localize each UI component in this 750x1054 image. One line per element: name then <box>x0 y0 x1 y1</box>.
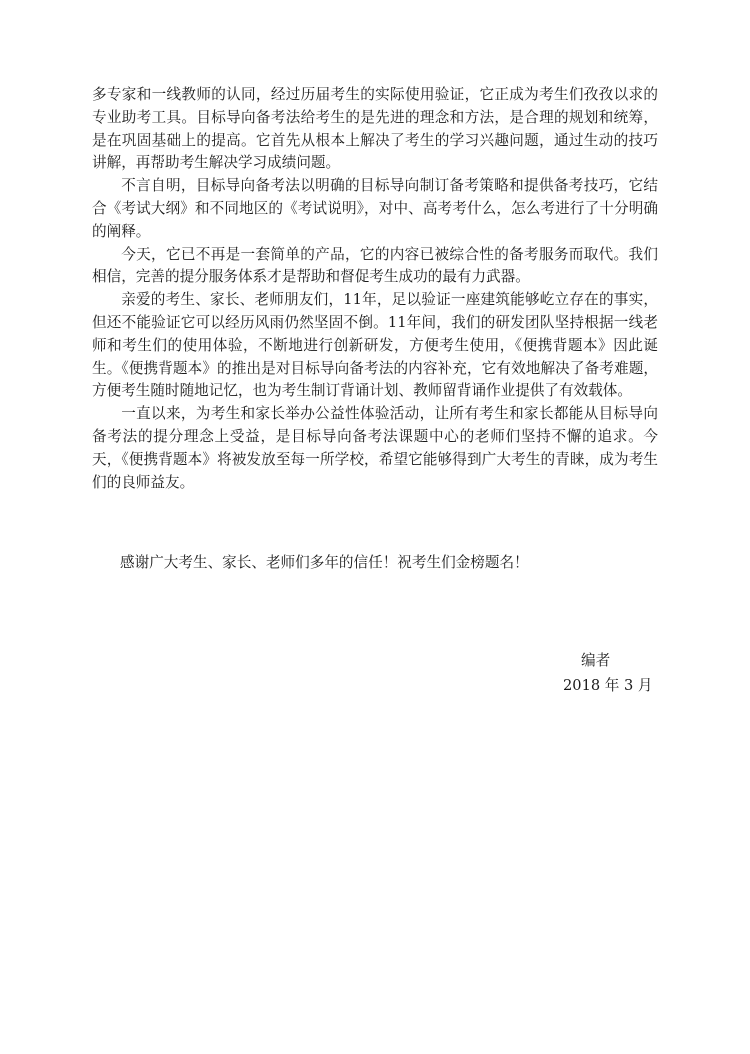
document-body <box>92 84 658 494</box>
paragraph-continuation: 多专家和一线教师的认同，经过历届考生的实际使用验证，它正成为考生们孜孜以求的专业助考工具。目标导向备考法给考生的是先进的理念和方法，是合理的规划和统筹，是在巩固基础上的提高。它首先从根本上解决了考生的学习兴趣问题，通过生动的技巧讲解，再帮助考生解决学习成绩问题。 <box>92 86 658 172</box>
paragraph: 亲爱的考生、家长、老师朋友们，11年，足以验证一座建筑能够屹立存在的事实，但还不能验证它可以经历风雨仍然坚固不倒。11年间，我们的研发团队坚持根据一线老师和考生们的使用体验，不断地进行创新研发，方便考生使用，《便携背题本》因此诞生。《便携背题本》的推出是对目标导向备考法的内容补充，它有效地解决了备考难题，方便考生随时随地记忆，也为考生制订背诵计划、教师留背诵作业提供了有效载体。 <box>92 291 658 400</box>
signature-block <box>563 648 653 698</box>
signature-date: 2018 年 3 月 <box>563 677 653 694</box>
closing-greeting: 感谢广大考生、家长、老师们多年的信任！祝考生们金榜题名！ <box>120 554 529 571</box>
paragraph: 今天，它已不再是一套简单的产品，它的内容已被综合性的备考服务而取代。我们相信，完善的提分服务体系才是帮助和督促考生成功的最有力武器。 <box>92 245 658 286</box>
paragraph: 一直以来，为考生和家长举办公益性体验活动，让所有考生和家长都能从目标导向备考法的提分理念上受益，是目标导向备考法课题中心的老师们坚持不懈的追求。今天，《便携背题本》将被发放至每一所学校，希望它能够得到广大考生的青睐，成为考生们的良师益友。 <box>92 405 658 491</box>
paragraph: 不言自明，目标导向备考法以明确的目标导向制订备考策略和提供备考技巧，它结合《考试大纲》和不同地区的《考试说明》，对中、高考考什么，怎么考进行了十分明确的阐释。 <box>92 177 658 240</box>
signature-editor: 编者 <box>581 652 611 669</box>
